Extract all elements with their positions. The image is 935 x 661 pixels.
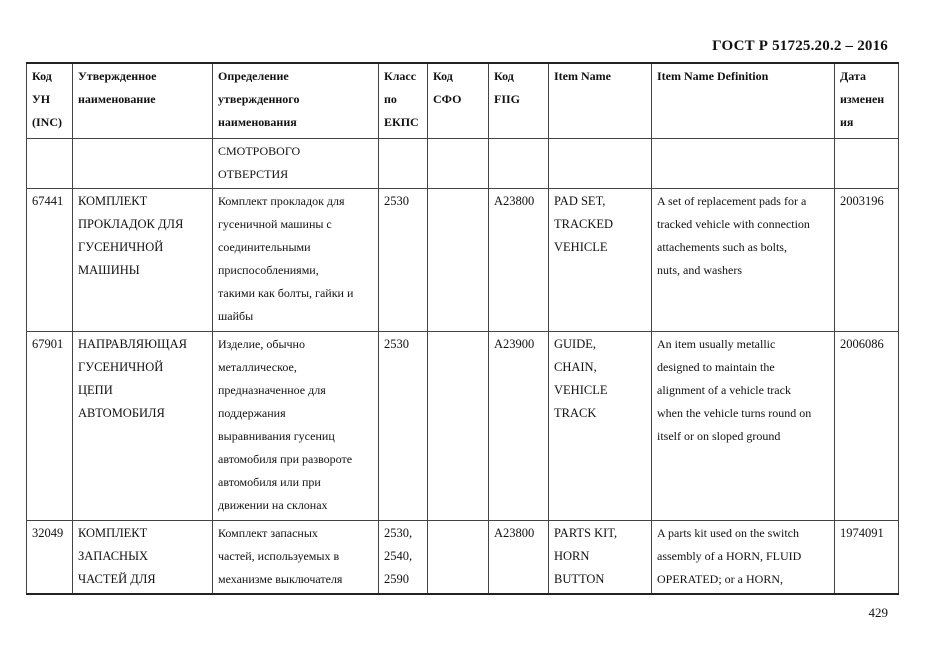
cell-item-name: PARTS KIT, HORN BUTTON — [549, 520, 652, 594]
item-names-table — [26, 62, 899, 595]
cell-date: 2003196 — [835, 188, 899, 331]
document-code: ГОСТ Р 51725.20.2 – 2016 — [712, 38, 888, 54]
col-fiig-code: Код FIIG — [489, 63, 549, 138]
col-approved-name: Утвержденное наименование — [73, 63, 213, 138]
cell-date: 1974091 — [835, 520, 899, 594]
cell-approved-name: КОМПЛЕКТ ЗАПАСНЫХ ЧАСТЕЙ ДЛЯ — [73, 520, 213, 594]
cell-fiig: A23800 — [489, 520, 549, 594]
cell-item-name — [549, 138, 652, 188]
cell-definition: Комплект прокладок для гусеничной машины с соединительными приспособлениями, такими как болты, гайки и шайбы — [213, 188, 379, 331]
cell-approved-name: НАПРАВЛЯЮЩАЯ ГУСЕНИЧНОЙ ЦЕПИ АВТОМОБИЛЯ — [73, 331, 213, 520]
cell-inc: 32049 — [27, 520, 73, 594]
cell-definition: СМОТРОВОГО ОТВЕРСТИЯ — [213, 138, 379, 188]
cell-inc: 67441 — [27, 188, 73, 331]
cell-class: 2530 — [379, 188, 428, 331]
col-change-date: Дата изменен ия — [835, 63, 899, 138]
cell-sfo — [428, 188, 489, 331]
cell-definition: Изделие, обычно металлическое, предназначенное для поддержания выравнивания гусениц автомобиля при развороте автомобиля или при движении на склонах — [213, 331, 379, 520]
table-row — [27, 331, 899, 520]
col-ekps-class: Класс по ЕКПС — [379, 63, 428, 138]
cell-date — [835, 138, 899, 188]
cell-item-definition — [652, 138, 835, 188]
cell-sfo — [428, 138, 489, 188]
cell-fiig — [489, 138, 549, 188]
cell-item-name: PAD SET, TRACKED VEHICLE — [549, 188, 652, 331]
cell-class: 2530 — [379, 331, 428, 520]
cell-item-definition: A set of replacement pads for a tracked vehicle with connection attachements such as bolts, nuts, and washers — [652, 188, 835, 331]
col-item-name: Item Name — [549, 63, 652, 138]
cell-item-name: GUIDE, CHAIN, VEHICLE TRACK — [549, 331, 652, 520]
table-row — [27, 138, 899, 188]
col-sfo-code: Код СФО — [428, 63, 489, 138]
cell-fiig: A23900 — [489, 331, 549, 520]
cell-fiig: A23800 — [489, 188, 549, 331]
cell-approved-name — [73, 138, 213, 188]
table-row — [27, 520, 899, 594]
col-item-name-definition: Item Name Definition — [652, 63, 835, 138]
cell-class: 2530, 2540, 2590 — [379, 520, 428, 594]
cell-definition: Комплект запасных частей, используемых в механизме выключателя — [213, 520, 379, 594]
cell-date: 2006086 — [835, 331, 899, 520]
cell-inc — [27, 138, 73, 188]
page-number: 429 — [868, 605, 888, 620]
cell-item-definition: A parts kit used on the switch assembly of a HORN, FLUID OPERATED; or a HORN, — [652, 520, 835, 594]
cell-sfo — [428, 331, 489, 520]
cell-inc: 67901 — [27, 331, 73, 520]
table-row — [27, 188, 899, 331]
cell-approved-name: КОМПЛЕКТ ПРОКЛАДОК ДЛЯ ГУСЕНИЧНОЙ МАШИНЫ — [73, 188, 213, 331]
cell-item-definition: An item usually metallic designed to maintain the alignment of a vehicle track when the vehicle turns round on itself or on sloped ground — [652, 331, 835, 520]
cell-class — [379, 138, 428, 188]
cell-sfo — [428, 520, 489, 594]
col-inc-code: Код УН (INC) — [27, 63, 73, 138]
col-name-definition: Определение утвержденного наименования — [213, 63, 379, 138]
table-header-row — [27, 63, 899, 138]
